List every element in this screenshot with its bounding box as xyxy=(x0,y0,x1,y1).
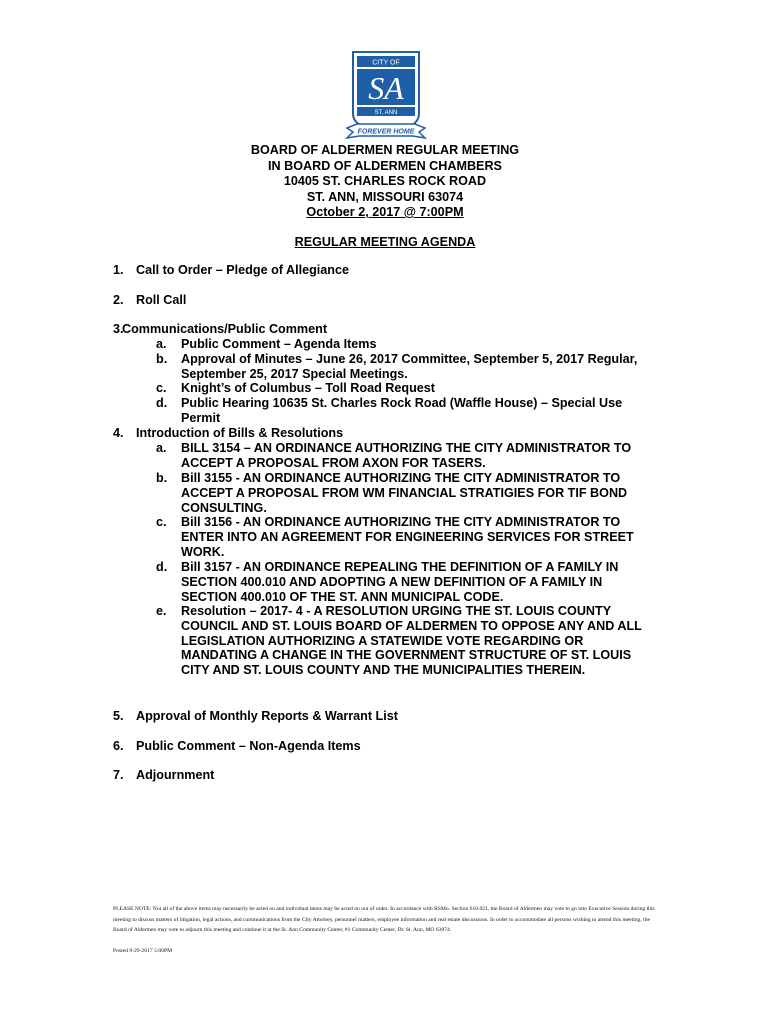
meeting-header xyxy=(0,143,770,221)
agenda-item-4 xyxy=(113,426,343,441)
subitem-text: BILL 3154 – AN ORDINANCE AUTHORIZING THE CITY ADMINISTRATOR TO ACCEPT A PROPOSAL FROM AXON FOR TASERS. xyxy=(181,441,632,470)
item-number: 5. xyxy=(113,709,124,723)
agenda-subitem-4e xyxy=(156,604,656,678)
agenda-subitem-3a xyxy=(156,337,656,352)
agenda-subitem-4d xyxy=(156,560,656,604)
city-of-st-ann-logo xyxy=(343,48,429,146)
item-number: 6. xyxy=(113,739,124,753)
agenda-subitem-3c xyxy=(156,381,656,396)
item-text: Communications/Public Comment xyxy=(122,322,328,336)
subitem-label: e. xyxy=(156,604,167,618)
subitem-text: Public Comment – Agenda Items xyxy=(181,337,377,351)
agenda-item-7 xyxy=(113,768,214,783)
subitem-label: c. xyxy=(156,515,167,529)
logo-top-text: CITY OF xyxy=(372,59,400,67)
header-location: IN BOARD OF ALDERMEN CHAMBERS xyxy=(268,158,502,173)
item-text: Roll Call xyxy=(136,293,187,307)
subitem-text: Bill 3157 - AN ORDINANCE REPEALING THE DEFINITION OF A FAMILY IN SECTION 400.010 AND ADOPTING A NEW DEFINITION OF A FAMILY IN SECTION 400.010 OF THE ST. ANN MUNICIPAL CODE. xyxy=(181,560,619,604)
posted-date: Posted 9-29-2017 5:00PM xyxy=(113,948,173,954)
logo-monogram: SA xyxy=(368,70,404,106)
agenda-subitem-4b xyxy=(156,471,656,515)
agenda-subitem-4a xyxy=(156,441,656,471)
subitem-label: d. xyxy=(156,560,168,574)
item-text: Approval of Monthly Reports & Warrant List xyxy=(136,709,398,723)
header-city: ST. ANN, MISSOURI 63074 xyxy=(306,189,464,204)
subitem-label: d. xyxy=(156,396,168,410)
subitem-label: a. xyxy=(156,337,167,351)
item-text: Public Comment – Non-Agenda Items xyxy=(136,739,361,753)
item-number: 4. xyxy=(113,426,124,440)
item-number: 7. xyxy=(113,768,124,782)
agenda-subitem-3d xyxy=(156,396,656,426)
header-date-time: October 2, 2017 @ 7:00PM xyxy=(306,205,464,219)
item-number: 3. xyxy=(113,322,124,336)
subitem-text: Knight’s of Columbus – Toll Road Request xyxy=(181,381,435,395)
item-text: Adjournment xyxy=(136,768,215,782)
subitem-label: b. xyxy=(156,471,168,485)
footer-note: PLEASE NOTE: Not all of the above items may necessarily be acted on and individual items may be acted on out of order. In accordance with RSMo. Section 610.021, the Board of Aldermen may vote to go into Executive Session during this meeting to discuss matters of litigation, legal actions, and communications from the City Attorney, personnel matters, employee information and real estate discussions. In order to accommodate all persons wishing to attend this meeting, the Board of Aldermen may vote to adjourn this meeting and continue it at the St. Ann Community Center, #1 Community Center, Dr. St. Ann, MO 63074. xyxy=(113,906,655,933)
subitem-text: Bill 3156 - AN ORDINANCE AUTHORIZING THE CITY ADMINISTRATOR TO ENTER INTO AN AGREEMENT FOR ENGINEERING SERVICES FOR STREET WORK. xyxy=(181,515,634,559)
agenda-title: REGULAR MEETING AGENDA xyxy=(294,235,476,249)
subitem-label: b. xyxy=(156,352,168,366)
logo-bottom-text: ST. ANN xyxy=(374,110,398,116)
subitem-text: Approval of Minutes – June 26, 2017 Committee, September 5, 2017 Regular, September 25, 2017 Special Meetings. xyxy=(181,352,638,381)
item-number: 1. xyxy=(113,263,124,277)
agenda-item-1 xyxy=(113,263,349,278)
subitem-text: Resolution – 2017- 4 - A RESOLUTION URGING THE ST. LOUIS COUNTY COUNCIL AND ST. LOUIS BOARD OF ALDERMEN TO OPPOSE ANY AND ALL LEGISLATION AUTHORIZING A STATEWIDE VOTE REGARDING OR MANDATING A CHANGE IN THE GOVERNMENT STRUCTURE OF ST. LOUIS CITY AND ST. LOUIS COUNTY AND THE MUNICIPALITIES THEREIN. xyxy=(181,604,642,678)
item-number: 2. xyxy=(113,293,124,307)
item-text: Call to Order – Pledge of Allegiance xyxy=(136,263,349,277)
subitem-label: c. xyxy=(156,381,167,395)
item-text: Introduction of Bills & Resolutions xyxy=(136,426,344,440)
agenda-subitem-4c xyxy=(156,515,656,559)
header-title: BOARD OF ALDERMEN REGULAR MEETING xyxy=(250,143,520,157)
subitem-label: a. xyxy=(156,441,167,455)
agenda-subitem-3b xyxy=(156,352,656,382)
agenda-item-6 xyxy=(113,739,361,754)
logo-ribbon-text: FOREVER HOME xyxy=(357,128,415,136)
agenda-item-2 xyxy=(113,293,186,308)
subitem-text: Public Hearing 10635 St. Charles Rock Road (Waffle House) – Special Use Permit xyxy=(181,396,623,425)
header-street: 10405 ST. CHARLES ROCK ROAD xyxy=(283,174,487,188)
agenda-item-3 xyxy=(113,322,327,337)
agenda-item-5 xyxy=(113,709,398,724)
subitem-text: Bill 3155 - AN ORDINANCE AUTHORIZING THE CITY ADMINISTRATOR TO ACCEPT A PROPOSAL FROM WM FINANCIAL STRATIGIES FOR TIF BOND CONSULTING. xyxy=(181,471,628,515)
